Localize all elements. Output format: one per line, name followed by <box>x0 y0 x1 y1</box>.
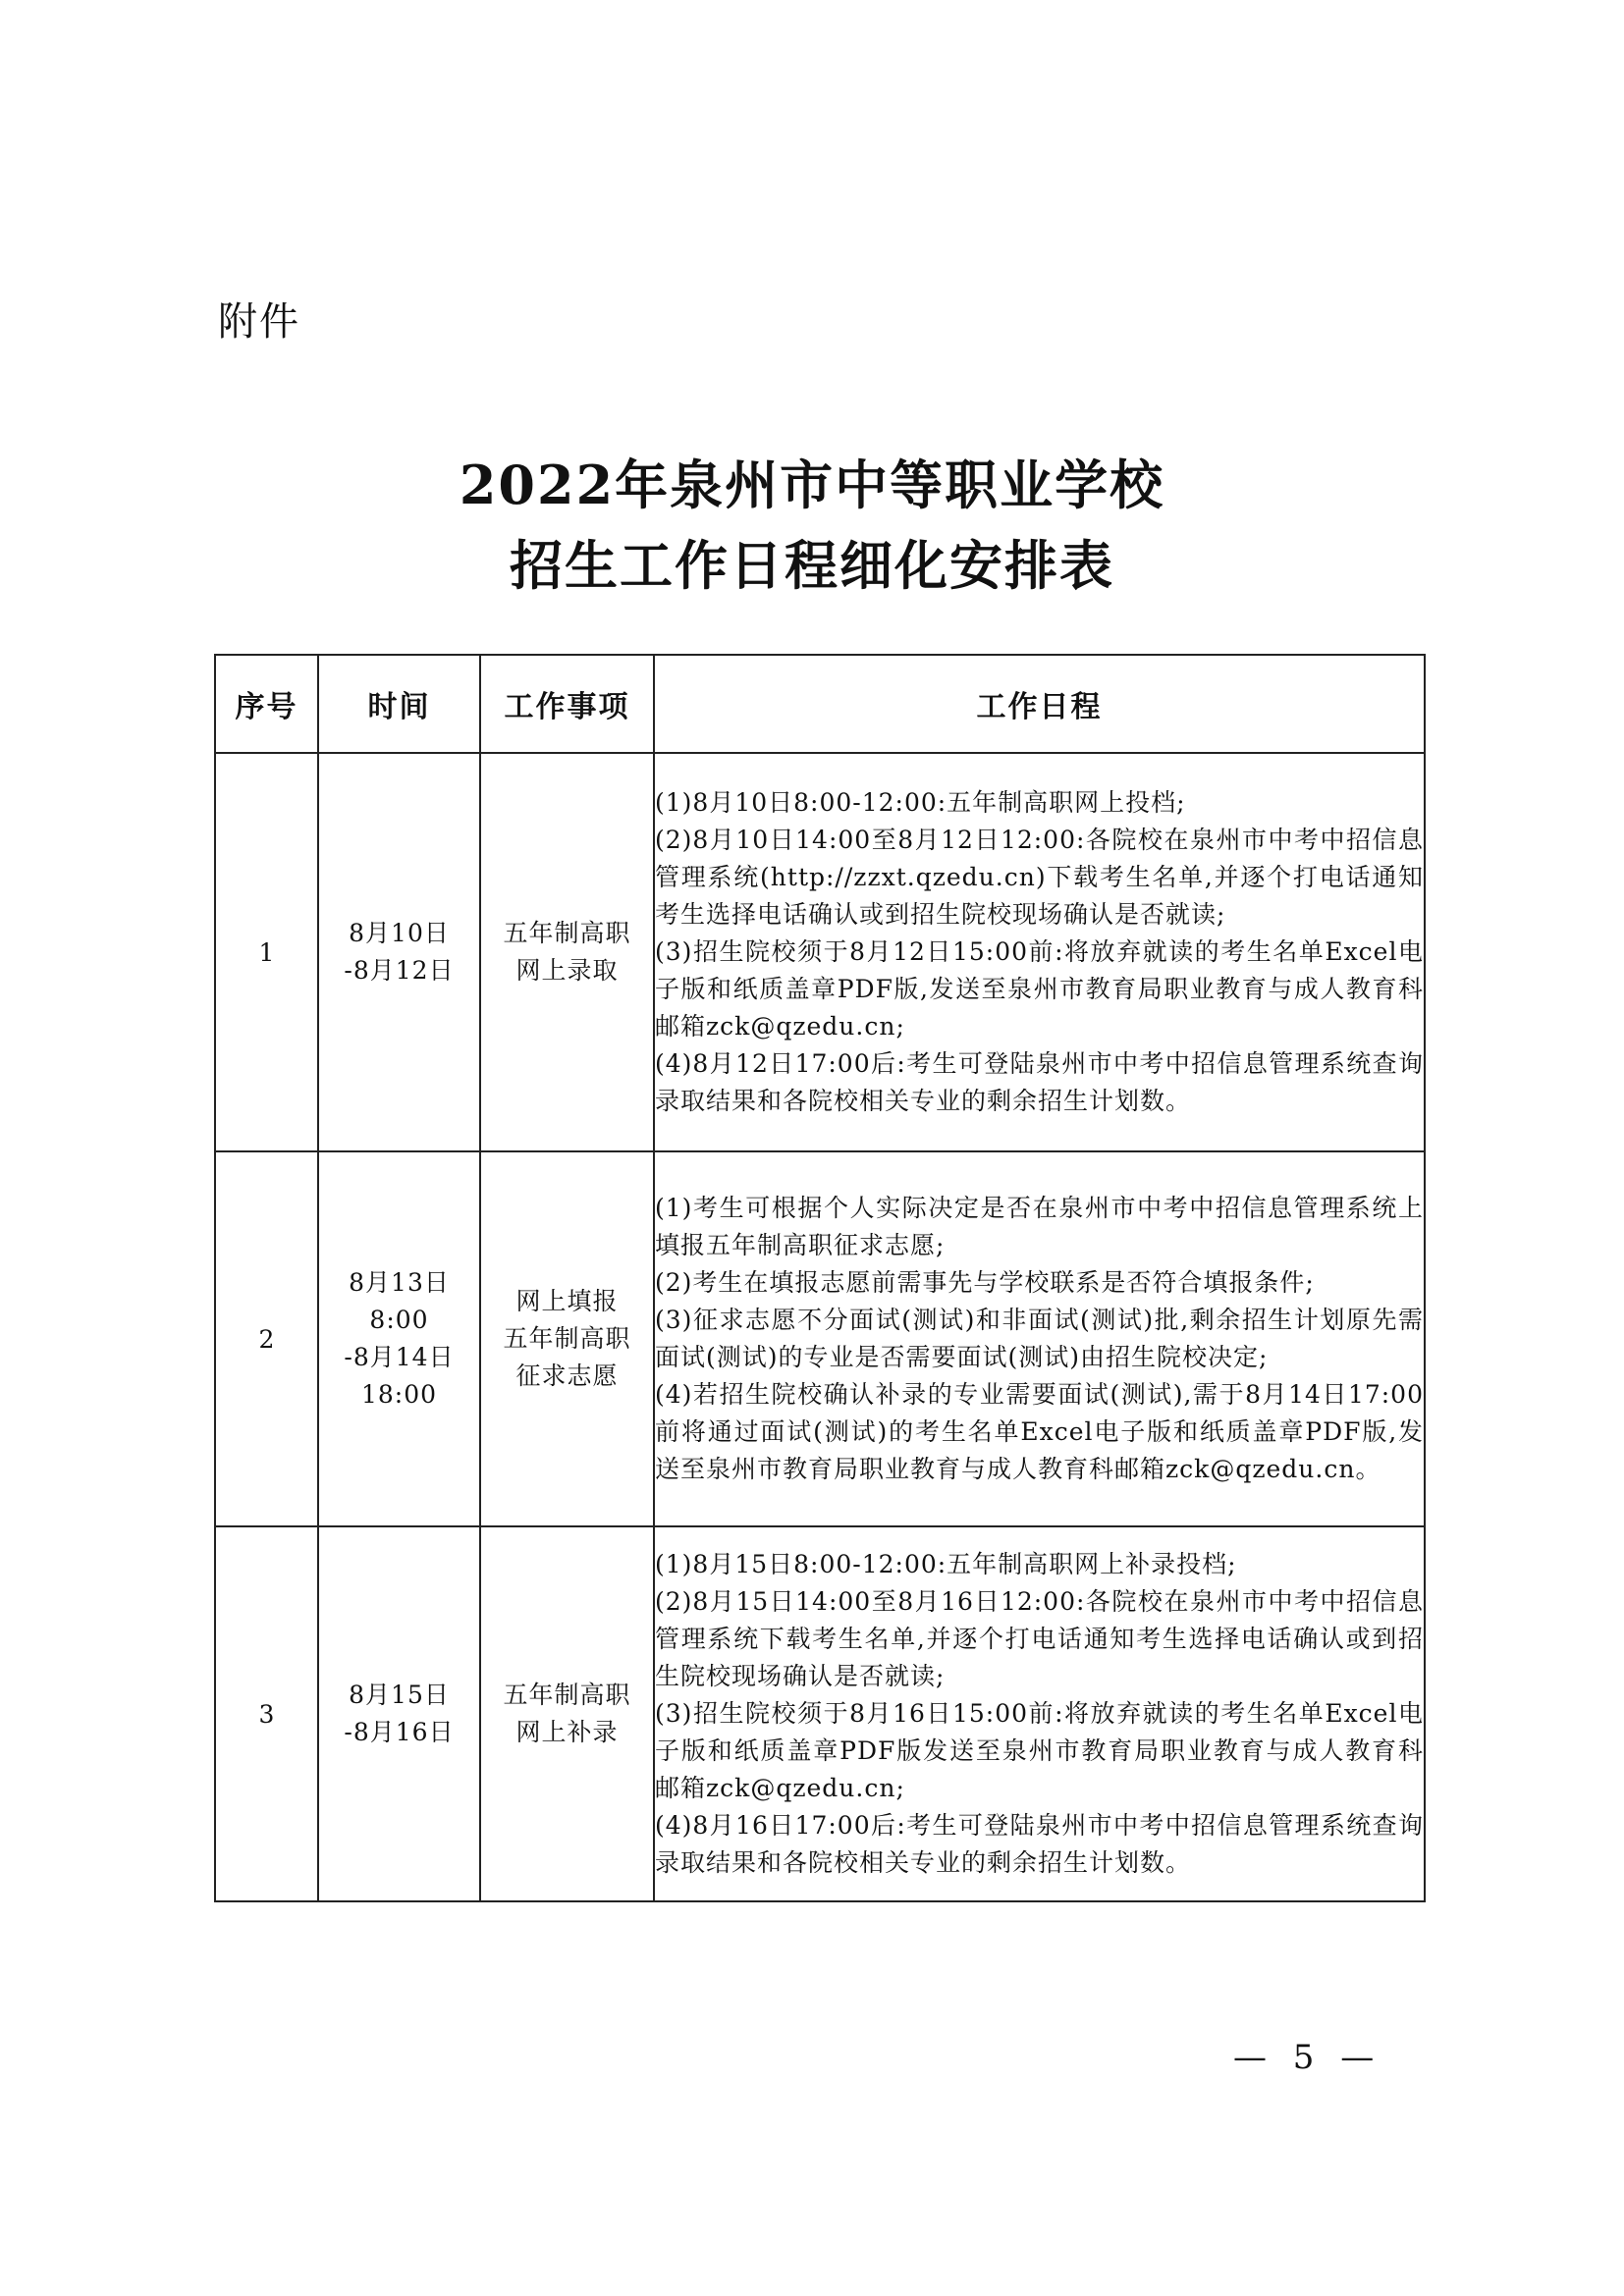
row-time <box>318 753 480 1151</box>
time-line: 18:00 <box>360 1380 438 1409</box>
page-number: — 5 — <box>1233 2038 1382 2077</box>
header-schedule: 工作日程 <box>654 655 1425 753</box>
header-item: 工作事项 <box>480 655 654 753</box>
document-title-line1: 2022年泉州市中等职业学校 <box>459 454 1165 516</box>
schedule-entry: (4)8月12日17:00后:考生可登陆泉州市中考中招信息管理系统查询录取结果和各院校相关专业的剩余招生计划数。 <box>655 1049 1424 1115</box>
time-line: -8月12日 <box>344 956 455 985</box>
item-line: 网上填报 <box>515 1287 619 1315</box>
item-line: 五年制高职 <box>503 1324 631 1353</box>
header-no: 序号 <box>215 655 318 753</box>
table-row <box>215 753 1425 1151</box>
row-schedule <box>654 1151 1425 1526</box>
schedule-entry: (3)征求志愿不分面试(测试)和非面试(测试)批,剩余招生计划原先需面试(测试)的专业是否需要面试(测试)由招生院校决定; <box>655 1306 1424 1371</box>
time-line: 8月10日 <box>349 919 450 947</box>
attachment-label: 附件 <box>218 299 300 345</box>
schedule-entry: (3)招生院校须于8月16日15:00前:将放弃就读的考生名单Excel电子版和纸质盖章PDF版发送至泉州市教育局职业教育与成人教育科邮箱zck@qzedu.cn; <box>655 1699 1424 1802</box>
schedule-table <box>214 654 1426 1902</box>
row-number: 1 <box>215 753 318 1151</box>
schedule-entry: (2)8月15日14:00至8月16日12:00:各院校在泉州市中考中招信息管理系统下载考生名单,并逐个打电话通知考生选择电话确认或到招生院校现场确认是否就读; <box>655 1587 1424 1690</box>
document-title-line2: 招生工作日程细化安排表 <box>510 534 1114 597</box>
row-schedule <box>654 753 1425 1151</box>
schedule-entry: (1)考生可根据个人实际决定是否在泉州市中考中招信息管理系统上填报五年制高职征求志愿; <box>655 1194 1424 1259</box>
table-row <box>215 1526 1425 1901</box>
table-header-row <box>215 655 1425 753</box>
item-line: 网上补录 <box>515 1718 619 1746</box>
item-line: 五年制高职 <box>503 919 631 947</box>
time-line: 8月13日 <box>349 1268 450 1297</box>
item-line: 征求志愿 <box>515 1362 619 1390</box>
schedule-entry: (4)8月16日17:00后:考生可登陆泉州市中考中招信息管理系统查询录取结果和各院校相关专业的剩余招生计划数。 <box>655 1811 1424 1877</box>
table-row <box>215 1151 1425 1526</box>
schedule-entry: (3)招生院校须于8月12日15:00前:将放弃就读的考生名单Excel电子版和纸质盖章PDF版,发送至泉州市教育局职业教育与成人教育科邮箱zck@qzedu.cn; <box>655 937 1424 1041</box>
row-item <box>480 1151 654 1526</box>
schedule-entry: (1)8月15日8:00-12:00:五年制高职网上补录投档; <box>655 1550 1237 1578</box>
row-schedule <box>654 1526 1425 1901</box>
row-number: 3 <box>215 1526 318 1901</box>
time-line: 8月15日 <box>349 1681 450 1709</box>
row-item <box>480 1526 654 1901</box>
schedule-entry: (1)8月10日8:00-12:00:五年制高职网上投档; <box>655 788 1186 817</box>
time-line: -8月14日 <box>344 1343 455 1371</box>
schedule-entry: (2)8月10日14:00至8月12日12:00:各院校在泉州市中考中招信息管理系统(http://zzxt.qzedu.cn)下载考生名单,并逐个打电话通知考生选择电话确认或到招生院校现场确认是否就读; <box>655 826 1424 929</box>
schedule-entry: (4)若招生院校确认补录的专业需要面试(测试),需于8月14日17:00前将通过面试(测试)的考生名单Excel电子版和纸质盖章PDF版,发送至泉州市教育局职业教育与成人教育科邮箱zck@qzedu.cn。 <box>655 1380 1424 1483</box>
row-number: 2 <box>215 1151 318 1526</box>
item-line: 网上录取 <box>515 956 619 985</box>
schedule-entry: (2)考生在填报志愿前需事先与学校联系是否符合填报条件; <box>655 1268 1315 1297</box>
row-time <box>318 1151 480 1526</box>
time-line: 8:00 <box>369 1306 429 1334</box>
item-line: 五年制高职 <box>503 1681 631 1709</box>
row-time <box>318 1526 480 1901</box>
time-line: -8月16日 <box>344 1718 455 1746</box>
header-time: 时间 <box>318 655 480 753</box>
row-item <box>480 753 654 1151</box>
